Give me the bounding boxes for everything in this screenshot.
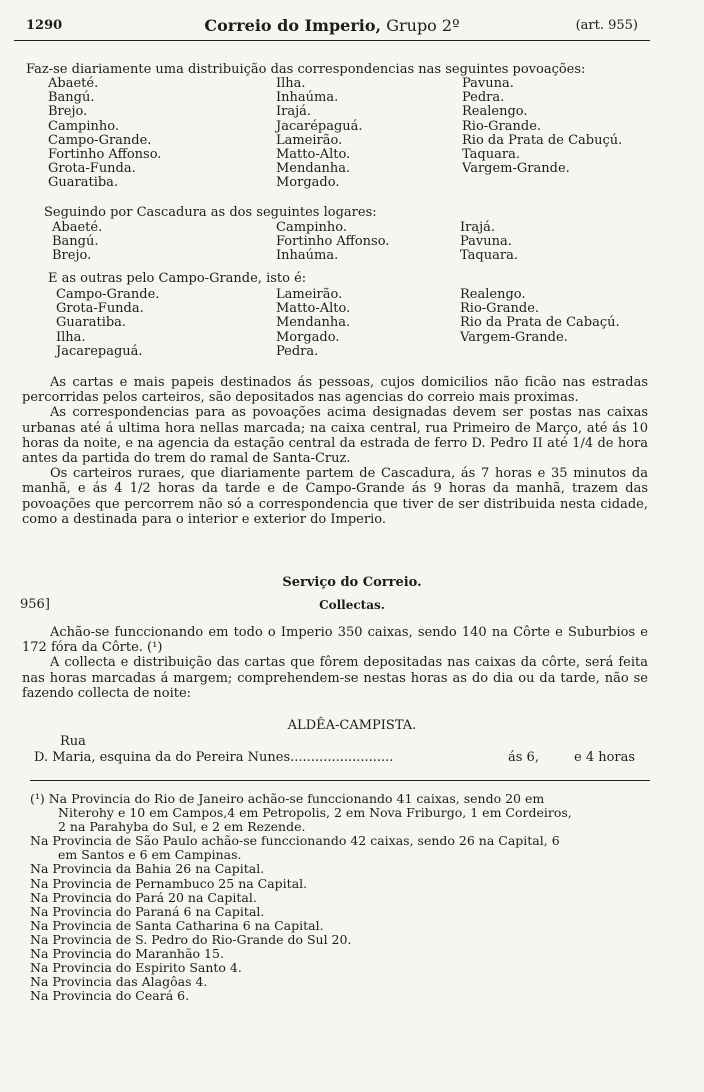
list-item: Mendanha. <box>276 161 351 177</box>
list1-col2 <box>276 77 363 191</box>
section-paragraphs <box>22 625 648 701</box>
list-item: Taquara. <box>460 248 518 264</box>
footnote-line: em Santos e 6 em Campinas. <box>58 847 242 863</box>
list-item: Guaratiba. <box>56 315 127 331</box>
campo-grande-col3 <box>460 288 620 345</box>
list-item: Inhaúma. <box>276 90 339 106</box>
group-text: Grupo 2º <box>386 16 460 35</box>
list-item: Campinho. <box>48 118 119 134</box>
paragraph: A collecta e distribuição das cartas que fôrem depositadas nas caixas da côrte, será feita nas horas marcadas á margem; comprehendem-se nestas horas as do dia ou da tarde, não se fazendo collecta de noite: <box>22 655 648 701</box>
list-item: Matto-Alto. <box>276 147 351 163</box>
list-item: Abaeté. <box>48 76 99 91</box>
cascadura-col1 <box>52 221 102 264</box>
footnote-line: Na Provincia de São Paulo achão-se funccionando 42 caixas, sendo 26 na Capital, 6 <box>30 833 560 849</box>
footnote-line: Na Provincia das Alagôas 4. <box>30 974 208 990</box>
footnote-line: Na Provincia do Maranhão 15. <box>30 946 224 962</box>
body-paragraphs <box>22 375 648 527</box>
paragraph: Achão-se funccionando em todo o Imperio 350 caixas, sendo 140 na Côrte e Suburbios e 172 fóra da Côrte. (¹) <box>22 625 648 656</box>
footnote-line: Na Provincia de Santa Catharina 6 na Capital. <box>30 917 324 933</box>
list-item: Pedra. <box>276 343 319 359</box>
list-item: Inhaúma. <box>276 248 339 264</box>
list-item: Irajá. <box>276 104 312 120</box>
list-item: Campinho. <box>276 220 347 235</box>
section-subtitle: Collectas. <box>319 598 385 612</box>
footnote-rule <box>30 780 650 781</box>
list-item: Campo-Grande. <box>48 132 152 148</box>
list-item: Rio da Prata de Cabaçú. <box>460 315 620 331</box>
list-item: Guaratiba. <box>48 175 119 191</box>
list-item: Fortinho Affonso. <box>276 234 390 250</box>
list-item: Jacarepaguá. <box>56 343 143 359</box>
list-item: Abaeté. <box>52 220 103 235</box>
list-item: Grota-Funda. <box>48 161 136 177</box>
list-item: Brejo. <box>48 104 88 120</box>
campo-grande-col2 <box>276 288 350 359</box>
list-item: Morgado. <box>276 175 340 191</box>
footnote-line: Na Provincia do Espirito Santo 4. <box>30 960 242 976</box>
intro-line: Faz-se diariamente uma distribuição das correspondencias nas seguintes povoações: <box>26 62 586 77</box>
aldea-time1: ás 6, <box>508 750 539 765</box>
list-item: Lameirão. <box>276 287 343 302</box>
list-item: Realengo. <box>462 104 528 120</box>
list1-col1 <box>48 77 161 191</box>
footnote-line: 2 na Parahyba do Sul, e 2 em Rezende. <box>58 819 306 835</box>
list-item: Grota-Funda. <box>56 301 144 317</box>
list-item: Irajá. <box>460 220 496 235</box>
footnote-line: Na Provincia do Paraná 6 na Capital. <box>30 903 265 919</box>
list-item: Lameirão. <box>276 132 343 148</box>
cascadura-col3 <box>460 221 518 264</box>
footnote-line: (¹) Na Provincia do Rio de Janeiro achão-se funccionando 41 caixas, sendo 20 em <box>30 791 545 806</box>
list-item: Rio-Grande. <box>462 118 542 134</box>
list-item: Vargem-Grande. <box>462 161 570 177</box>
page-header <box>26 18 638 38</box>
paragraph: As cartas e mais papeis destinados ás pessoas, cujos domicilios não ficão nas estradas percorridas pelos carteiros, são depositados nas agencias do correio mais proximas. <box>22 375 648 406</box>
list-item: Pedra. <box>462 90 505 106</box>
list-item: Bangú. <box>48 90 95 106</box>
list-item: Mendanha. <box>276 315 351 331</box>
aldea-title: ALDÊA-CAMPISTA. <box>287 718 417 733</box>
list-item: Bangú. <box>52 234 99 250</box>
section-title: Serviço do Correio. <box>282 575 422 590</box>
campo-grande-heading: E as outras pelo Campo-Grande, isto é: <box>48 271 307 286</box>
title-text: Correio do Imperio, <box>204 16 382 35</box>
running-title <box>26 16 638 35</box>
campo-grande-col1 <box>56 288 159 359</box>
paragraph: Os carteiros ruraes, que diariamente partem de Cascadura, ás 7 horas e 35 minutos da manhã, e ás 4 1/2 horas da tarde e de Campo-Grande ás 9 horas da manhã, trazem das povoações que percorrem não só a correspondencia que tiver de ser distribuida nesta cidade, como a destinada para o interior e exterior do Imperio. <box>22 466 648 527</box>
list-item: Pavuna. <box>462 76 514 91</box>
page-number: 1290 <box>26 18 63 33</box>
article-ref: (art. 955) <box>575 18 638 33</box>
aldea-time2: e 4 horas <box>574 750 636 765</box>
list-item: Morgado. <box>276 329 340 345</box>
footnote-line: Niterohy e 10 em Campos,4 em Petropolis, 2 em Nova Friburgo, 1 em Cordeiros, <box>58 805 572 821</box>
list1-col3 <box>462 77 622 176</box>
list-item: Fortinho Affonso. <box>48 147 162 163</box>
footnotes <box>30 792 650 1003</box>
list-item: Taquara. <box>462 147 520 163</box>
list-item: Pavuna. <box>460 234 512 250</box>
paragraph: As correspondencias para as povoações acima designadas devem ser postas nas caixas urbanas até á ultima hora nellas marcada; na caixa central, rua Primeiro de Março, até ás 10 horas da noite, e na agencia da estação central da estrada de ferro D. Pedro II até 1/4 de hora antes da partida do trem do ramal de Santa-Cruz. <box>22 405 648 467</box>
list-item: Realengo. <box>460 287 526 302</box>
footnote-line: Na Provincia do Ceará 6. <box>30 988 190 1004</box>
list-item: Rio da Prata de Cabuçú. <box>462 132 623 148</box>
footnote-line: Na Provincia da Bahia 26 na Capital. <box>30 861 265 877</box>
list-item: Jacarépaguá. <box>276 118 363 134</box>
list-item: Vargem-Grande. <box>460 329 568 345</box>
header-rule <box>14 40 650 41</box>
footnote-line: Na Provincia de S. Pedro do Rio-Grande do Sul 20. <box>30 931 352 947</box>
list-item: Ilha. <box>276 76 306 91</box>
list-item: Campo-Grande. <box>56 287 160 302</box>
list-item: Ilha. <box>56 329 86 345</box>
aldea-entry: D. Maria, esquina da do Pereira Nunes......................... <box>34 750 394 765</box>
article-number: 956] <box>20 597 50 612</box>
rua-label: Rua <box>60 734 86 749</box>
list-item: Brejo. <box>52 248 92 264</box>
list-item: Rio-Grande. <box>460 301 540 317</box>
cascadura-heading: Seguindo por Cascadura as dos seguintes logares: <box>44 205 377 220</box>
footnote-line: Na Provincia de Pernambuco 25 na Capital. <box>30 875 308 891</box>
list-item: Matto-Alto. <box>276 301 351 317</box>
cascadura-col2 <box>276 221 389 264</box>
footnote-line: Na Provincia do Pará 20 na Capital. <box>30 889 257 905</box>
